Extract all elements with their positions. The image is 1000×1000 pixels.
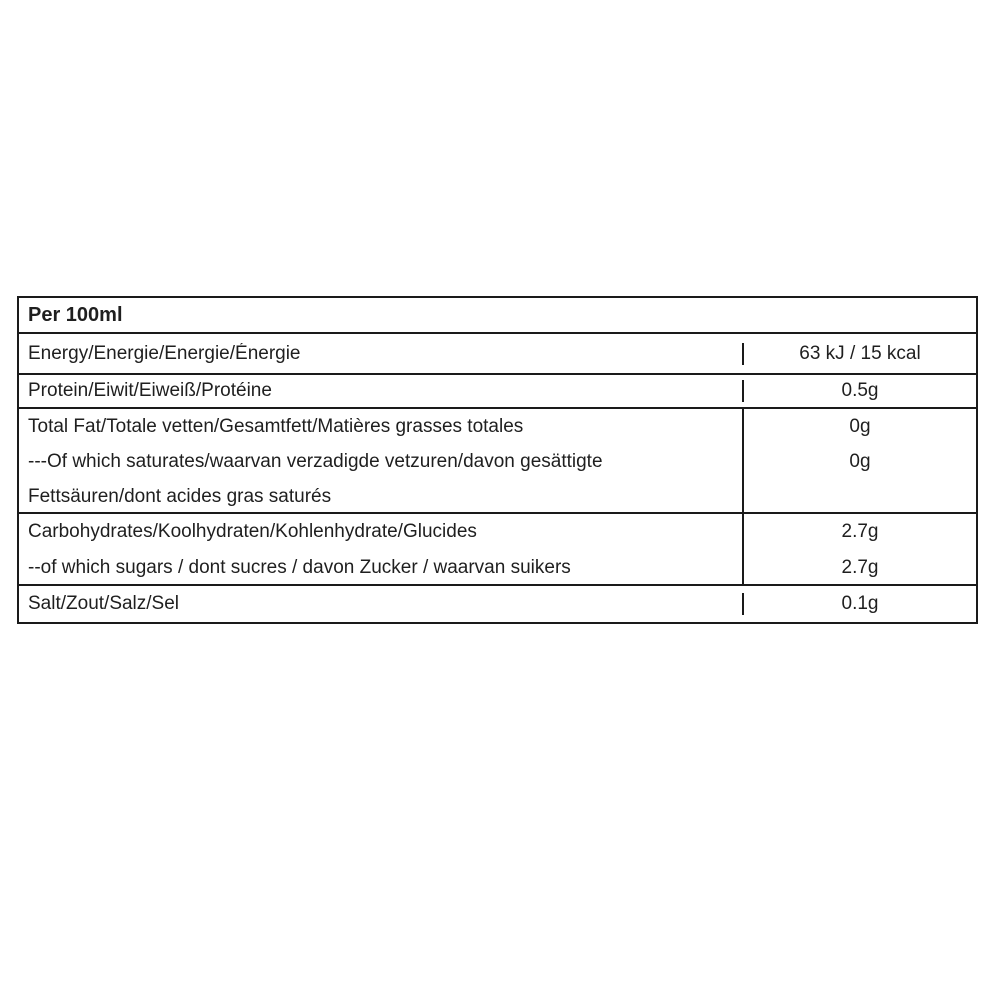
fat-value [744,409,976,512]
fat-value-line-3-empty [744,479,976,512]
table-row-energy [19,332,976,373]
fat-label-line-3: Fettsäuren/dont acides gras saturés [28,486,332,507]
table-row-salt [19,584,976,622]
fat-label [19,409,744,512]
carbohydrates-value [744,514,976,584]
salt-label: Salt/Zout/Salz/Sel [19,593,744,615]
fat-label-line-2: ---Of which saturates/waarvan verzadigde vetzuren/davon gesättigte [28,451,603,472]
fat-label-line-1: Total Fat/Totale vetten/Gesamtfett/Matières grasses totales [28,416,524,437]
protein-value: 0.5g [841,380,879,401]
table-row-protein [19,373,976,407]
carbohydrates-label [19,514,744,584]
fat-saturates-value-line-2: 0g [849,451,871,472]
table-header-label: Per 100ml [28,303,123,326]
protein-label: Protein/Eiwit/Eiweiß/Protéine [19,380,744,402]
table-row-fat [19,407,976,512]
table-header-row [19,298,976,332]
salt-value: 0.1g [841,593,879,614]
energy-label: Energy/Energie/Energie/Énergie [19,343,744,365]
carbohydrates-label-line-2: --of which sugars / dont sucres / davon Zucker / waarvan suikers [28,557,571,578]
carbohydrates-value-line-1: 2.7g [841,521,879,542]
nutrition-table [17,296,978,624]
energy-value: 63 kJ / 15 kcal [799,342,921,364]
table-row-carbohydrates [19,512,976,584]
sugars-value-line-2: 2.7g [841,557,879,578]
fat-value-line-1: 0g [849,416,871,437]
carbohydrates-label-line-1: Carbohydrates/Koolhydraten/Kohlenhydrate/Glucides [28,521,477,542]
